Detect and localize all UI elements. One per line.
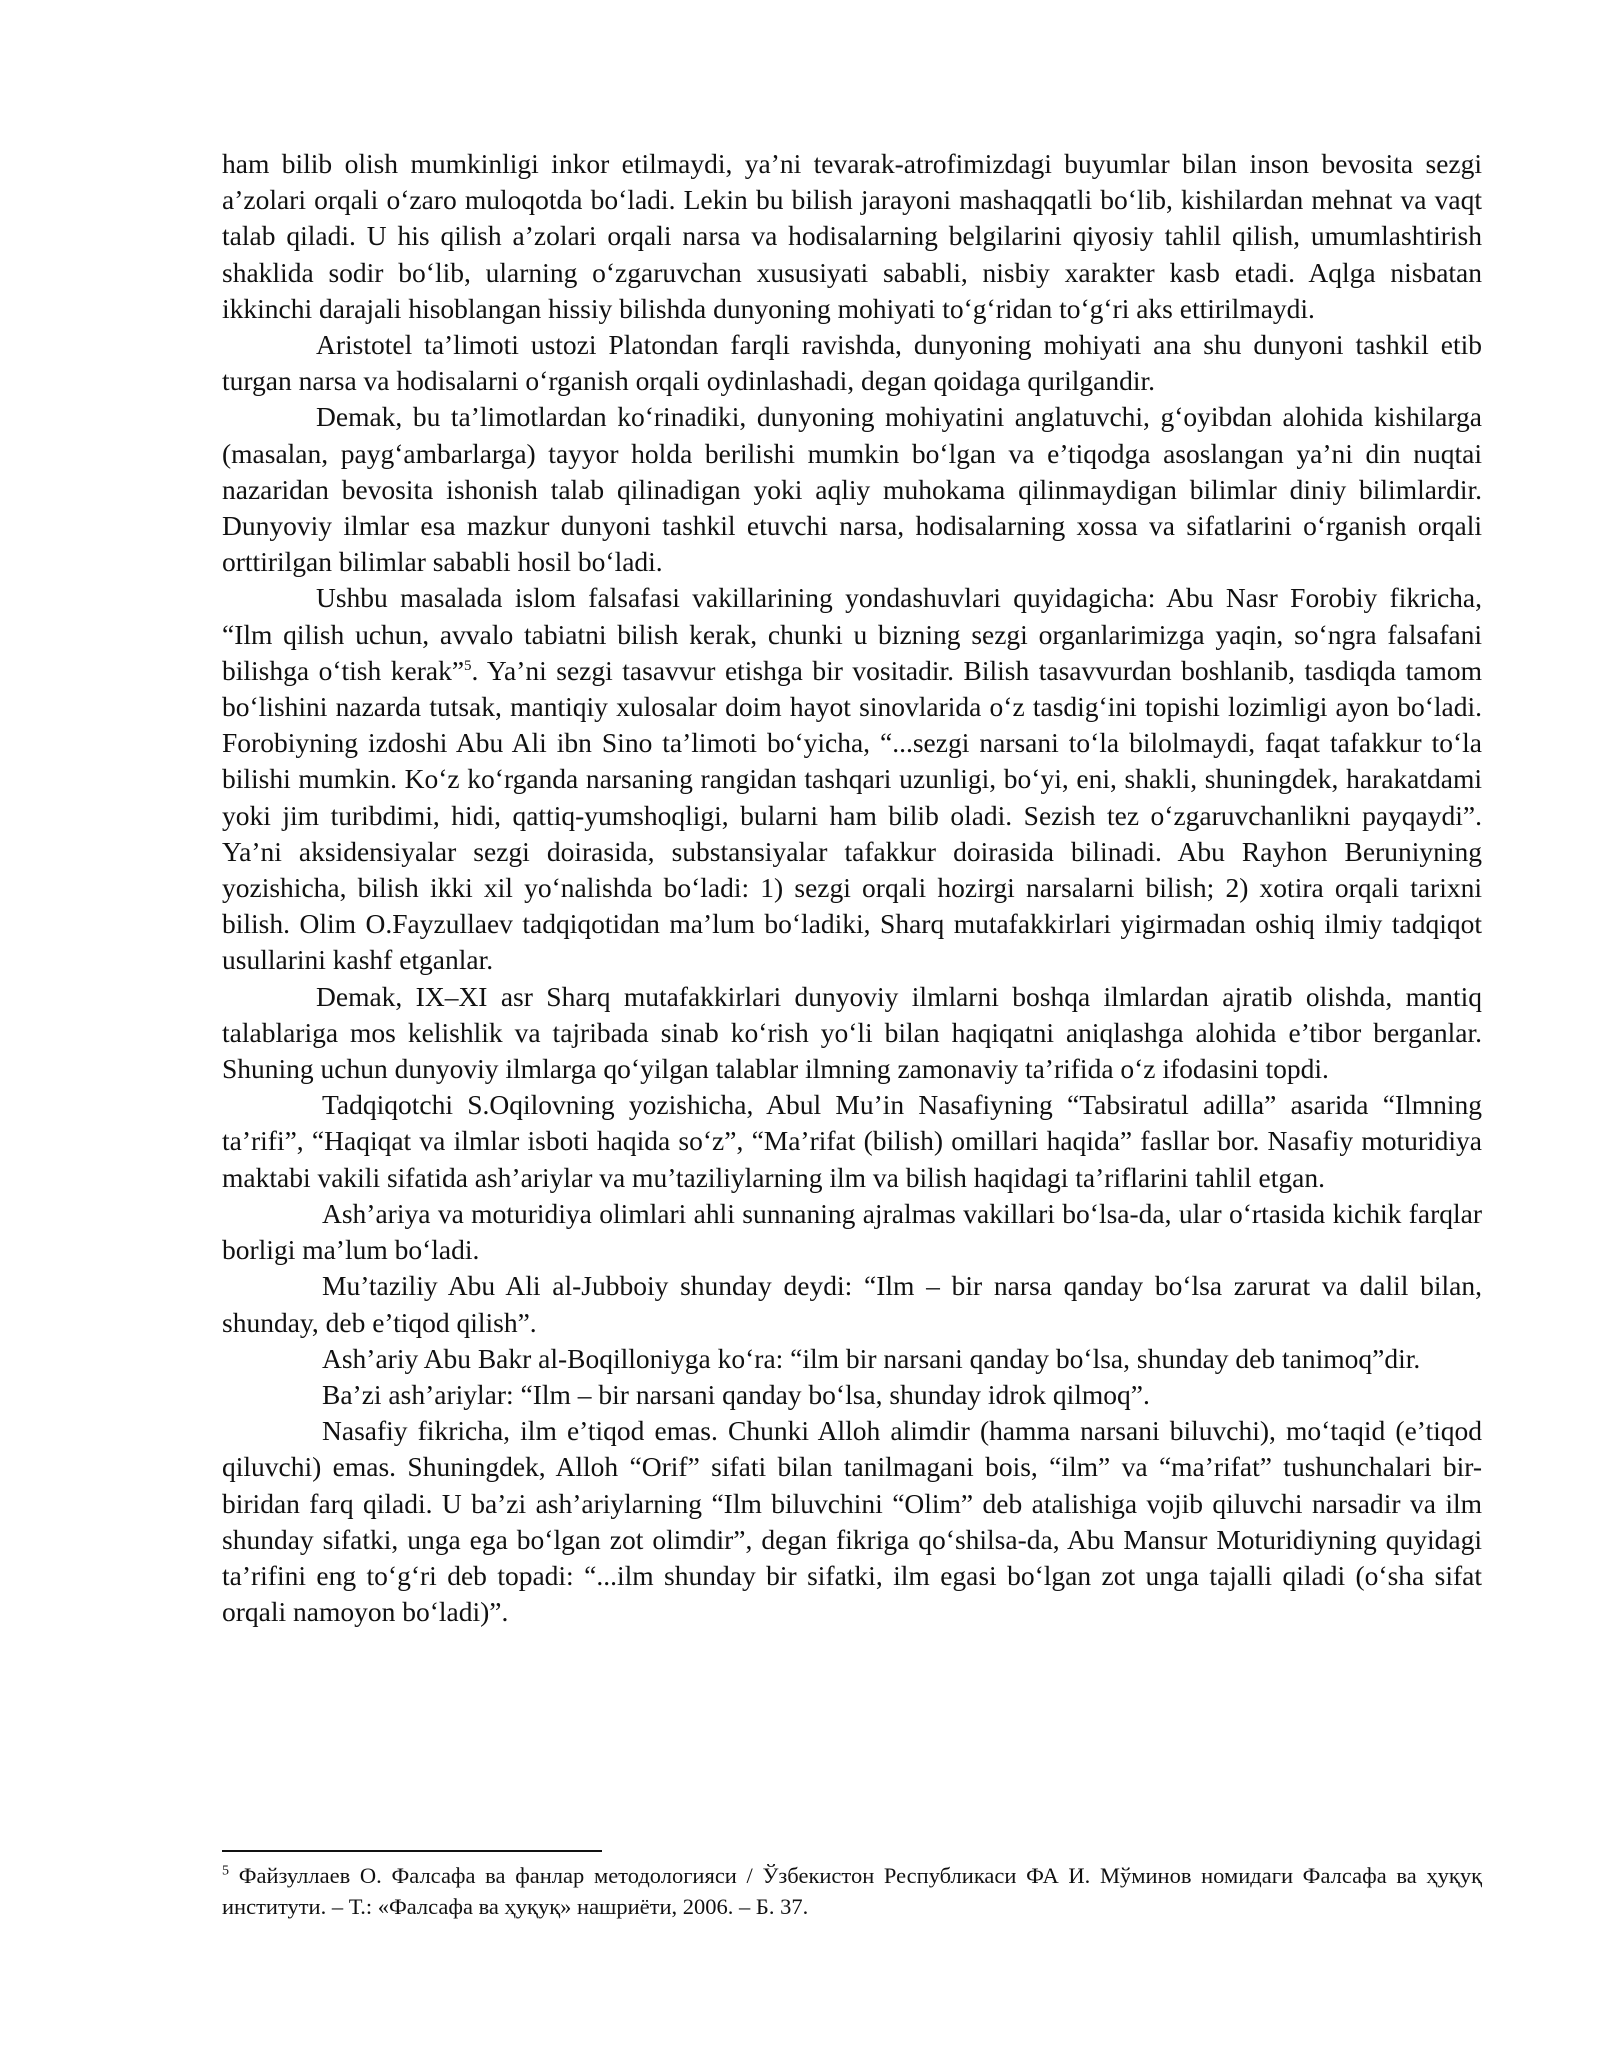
paragraph-1 <box>222 146 1482 327</box>
paragraph-text: Demak, bu ta’limotlardan ko‘rinadiki, dunyoning mohiyatini anglatuvchi, g‘oyibdan alohida kishilarga (masalan, payg‘ambarlarga) tayyor holda berilishi mumkin bo‘lgan va e’tiqodga asoslangan ya’ni din nuqtai nazaridan bevosita ishonish talab qilinadigan yoki aqliy muhokama qilinmaydigan bilimlar diniy bilimlardir. Dunyoviy ilmlar esa mazkur dunyoni tashkil etuvchi narsa, hodisalarning xossa va sifatlarini o‘rganish orqali orttirilgan bilimlar sababli hosil bo‘ladi. <box>222 401 1482 578</box>
paragraph-text: Ash’ariya va moturidiya olimlari ahli sunnaning ajralmas vakillari bo‘lsa-da, ular o‘rtasida kichik farqlar borligi ma’lum bo‘ladi. <box>222 1197 1482 1266</box>
paragraph-text: Mu’taziliy Abu Ali al-Jubboiy shunday deydi: “Ilm – bir narsa qanday bo‘lsa zarurat va dalil bilan, shunday, deb e’tiqod qilish”. <box>222 1270 1482 1338</box>
paragraph-7 <box>222 1196 1482 1268</box>
footnote <box>222 1860 1482 1922</box>
paragraph-text: . Ya’ni sezgi tasavvur etishga bir vositadir. Bilish tasavvurdan boshlanib, tasdiqda tamom bo‘lishini nazarda tutsak, mantiqiy xulosalar doim hayot sinovlarida o‘z tasdig‘ini topishi lozimligi ayon bo‘ladi. Forobiyning izdoshi Abu Ali ibn Sino ta’limoti bo‘yicha, “...sezgi narsani to‘la bilolmaydi, faqat tafakkur to‘la bilishi mumkin. Ko‘z ko‘rganda narsaning rangidan tashqari uzunligi, bo‘yi, eni, shakli, shuningdek, harakatdami yoki jim turibdimi, hidi, qattiq-yumshoqligi, bularni ham bilib oladi. Sezish tez o‘zgaruvchanlikni payqaydi”. Ya’ni aksidensiyalar sezgi doirasida, substansiyalar tafakkur doirasida bilinadi. Abu Rayhon Beruniyning yozishicha, bilish ikki xil yo‘nalishda bo‘ladi: 1) sezgi orqali hozirgi narsalarni bilish; 2) xotira orqali tarixni bilish. Olim O.Fayzullaev tadqiqotidan ma’lum bo‘ladiki, Sharq mutafakkirlari yigirmadan oshiq ilmiy tadqiqot usullarini kashf etganlar. <box>222 654 1482 976</box>
paragraph-6 <box>222 1087 1482 1196</box>
paragraph-2 <box>222 327 1482 399</box>
footnote-separator <box>222 1850 602 1852</box>
paragraph-11 <box>222 1413 1482 1630</box>
footnote-number: 5 <box>222 1863 229 1879</box>
paragraph-text: ham bilib olish mumkinligi inkor etilmaydi, ya’ni tevarak-atrofimizdagi buyumlar bilan inson bevosita sezgi a’zolari orqali o‘zaro muloqotda bo‘ladi. Lekin bu bilish jarayoni mashaqqatli bo‘lib, kishilardan mehnat va vaqt talab qiladi. U his qilish a’zolari orqali narsa va hodisalarning belgilarini qiyosiy tahlil qilish, umumlashtirish shaklida sodir bo‘lib, ularning o‘zgaruvchan xususiyati sababli, nisbiy xarakter kasb etadi. Aqlga nisbatan ikkinchi darajali hisoblangan hissiy bilishda dunyoning mohiyati to‘g‘ridan to‘g‘ri aks ettirilmaydi. <box>222 148 1482 324</box>
paragraph-text: Aristotel ta’limoti ustozi Platondan farqli ravishda, dunyoning mohiyati ana shu dunyoni tashkil etib turgan narsa va hodisalarni o‘rganish orqali oydinlashadi, degan qoidaga qurilgandir. <box>222 329 1482 397</box>
paragraph-10 <box>222 1377 1482 1413</box>
paragraph-text: Ash’ariy Abu Bakr al-Boqilloniyga ko‘ra: “ilm bir narsani qanday bo‘lsa, shunday deb tanimoq”dir. <box>322 1342 1421 1374</box>
paragraph-3 <box>222 399 1482 580</box>
paragraph-4 <box>222 580 1482 978</box>
paragraph-8 <box>222 1268 1482 1340</box>
footnote-reference[interactable]: 5 <box>464 657 472 674</box>
paragraph-text: Tadqiqotchi S.Oqilovning yozishicha, Abul Mu’in Nasafiyning “Tabsiratul adilla” asarida “Ilmning ta’rifi”, “Haqiqat va ilmlar isboti haqida so‘z”, “Ma’rifat (bilish) omillari haqida” fasllar bor. Nasafiy moturidiya maktabi vakili sifatida ash’ariylar va mu’taziliylarning ilm va bilish haqidagi ta’riflarini tahlil etgan. <box>222 1089 1482 1193</box>
paragraph-text: Ushbu masalada islom falsafasi vakillarining yondashuvlari quyidagicha: Abu Nasr Forobiy fikricha, “Ilm qilish uchun, avvalo tabiatni bilish kerak, chunki u bizning sezgi organlarimizga yaqin, so‘ngra falsafani bilishga o‘tish kerak” <box>222 582 1482 686</box>
paragraph-9 <box>222 1341 1482 1377</box>
footnote-text: Файзуллаев О. Фалсафа ва фанлар методологияси / Ўзбекистон Республикаси ФА И. Мўминов номидаги Фалсафа ва ҳуқуқ институти. – Т.: «Фалсафа ва ҳуқуқ» нашриёти, 2006. – Б. 37. <box>222 1863 1482 1919</box>
paragraph-text: Nasafiy fikricha, ilm e’tiqod emas. Chunki Alloh alimdir (hamma narsani biluvchi), mo‘taqid (e’tiqod qiluvchi) emas. Shuningdek, Alloh “Orif” sifati bilan tanilmagani bois, “ilm” va “ma’rifat” tushunchalari bir-biridan farq qiladi. U ba’zi ash’ariylarning “Ilm biluvchini “Olim” deb atalishiga vojib qiluvchi narsadir va ilm shunday sifatki, unga ega bo‘lgan zot olimdir”, degan fikriga qo‘shilsa-da, Abu Mansur Moturidiyning quyidagi ta’rifini eng to‘g‘ri deb topadi: “...ilm shunday bir sifatki, ilm egasi bo‘lgan zot unga tajalli qiladi (o‘sha sifat orqali namoyon bo‘ladi)”. <box>222 1415 1482 1628</box>
paragraph-5 <box>222 979 1482 1088</box>
paragraph-text: Demak, IX–XI asr Sharq mutafakkirlari dunyoviy ilmlarni boshqa ilmlardan ajratib olishda, mantiq talablariga mos kelishlik va tajribada sinab ko‘rish yo‘li bilan haqiqatni aniqlashga alohida e’tibor berganlar. Shuning uchun dunyoviy ilmlarga qo‘yilgan talablar ilmning zamonaviy ta’rifida o‘z ifodasini topdi. <box>222 980 1482 1085</box>
paragraph-text: Ba’zi ash’ariylar: “Ilm – bir narsani qanday bo‘lsa, shunday idrok qilmoq”. <box>322 1378 1150 1410</box>
document-body <box>222 146 1482 1630</box>
